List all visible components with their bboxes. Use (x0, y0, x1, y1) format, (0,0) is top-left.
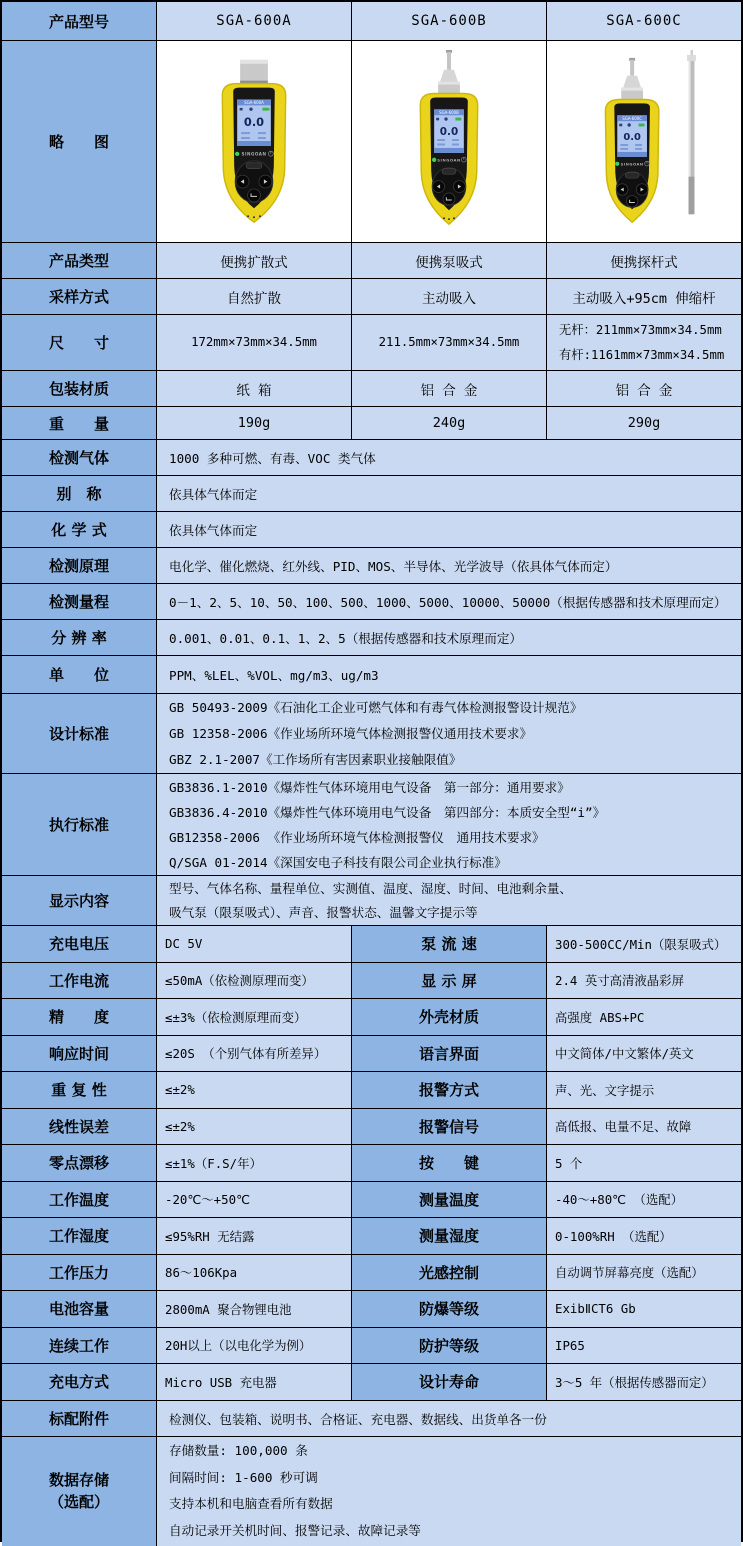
cell-text: 光感控制 (418, 1263, 479, 1282)
row-label (2, 876, 156, 925)
table-row-packaging (2, 370, 741, 406)
cell-text: 别 称 (56, 485, 102, 503)
row-label (2, 41, 156, 242)
cell-value (546, 407, 741, 439)
status-led (432, 157, 436, 161)
cell-value (156, 243, 351, 278)
cell-text: 依具体气体而定 (169, 487, 258, 502)
row-label (351, 1109, 546, 1145)
cell-text: 测量湿度 (418, 1227, 479, 1246)
cell-text: ≤95%RH 无结露 (165, 1228, 255, 1244)
cell-value (156, 407, 351, 439)
cell-value (156, 440, 741, 475)
cell-text: 铝 合 金 (615, 382, 673, 399)
cell-text: 2800mA 聚合物锂电池 (165, 1301, 292, 1317)
cell-text: 无杆：211mm×73mm×34.5mm (559, 322, 722, 337)
table-row-display-content (2, 875, 741, 925)
row-label (351, 1145, 546, 1181)
cell-text: （选配） (48, 1493, 109, 1511)
table-row-spec (2, 1035, 741, 1072)
table-row-spec (2, 1071, 741, 1108)
brand-text: SINGOAN (620, 161, 644, 166)
cell-text: 尺 寸 (48, 334, 109, 352)
cell-value (156, 1145, 351, 1181)
cell-value (546, 1218, 741, 1254)
cell-text: 铝 合 金 (420, 382, 478, 399)
enter-button (248, 189, 261, 202)
cell-value (156, 1255, 351, 1291)
cell-text: 分 辨 率 (51, 629, 107, 647)
button-cluster (235, 160, 273, 202)
row-label (351, 1218, 546, 1254)
cell-text: 211.5mm×73mm×34.5mm (378, 335, 520, 349)
cell-text: 设计标准 (48, 725, 109, 743)
button-cluster (616, 171, 648, 207)
cell-text: 纸 箱 (236, 382, 272, 399)
row-label (2, 548, 156, 583)
cell-text: 响应时间 (48, 1044, 109, 1063)
table-row-detect-gas (2, 439, 741, 475)
cell-text: ≤±1%（F.S/年） (165, 1155, 262, 1171)
gas-detector-diffusion-image (179, 48, 329, 236)
cell-text: 产品型号 (48, 12, 109, 31)
cell-text: 显 示 屏 (421, 971, 477, 990)
cell-text: 泵 流 速 (421, 935, 477, 954)
cell-value (351, 407, 546, 439)
model-name-c (546, 2, 741, 40)
cell-value (546, 1364, 741, 1400)
battery-icon (639, 123, 645, 126)
cell-value (156, 999, 351, 1035)
cell-value (156, 963, 351, 999)
cell-text: 充电方式 (48, 1373, 109, 1392)
table-row-principle (2, 547, 741, 583)
table-row-resolution (2, 619, 741, 655)
row-label (2, 926, 156, 962)
cell-text: 依具体气体而定 (169, 523, 258, 538)
cell-text: 包装材质 (48, 380, 109, 398)
cell-value (546, 1036, 741, 1072)
cell-value (156, 620, 741, 655)
cell-value (156, 656, 741, 693)
table-row-model (2, 2, 741, 40)
screen-reading: 0.0 (623, 131, 641, 143)
cell-value (546, 963, 741, 999)
cell-text: 零点漂移 (48, 1154, 109, 1173)
cell-value (156, 1182, 351, 1218)
table-row-spec (2, 962, 741, 999)
row-label (2, 243, 156, 278)
cell-text: 防爆等级 (418, 1300, 479, 1319)
row-label (2, 999, 156, 1035)
menu-button (625, 172, 639, 177)
brand-text: SINGOAN (241, 150, 267, 156)
cell-text: IP65 (555, 1337, 585, 1353)
cell-text: GB3836.4-2010《爆炸性气体环境用电气设备 第四部分：本质安全型“i”》 (169, 804, 606, 820)
cell-text: 便携泵吸式 (415, 254, 483, 271)
cell-text: 型号、气体名称、量程单位、实测值、温度、湿度、时间、电池剩余量、 (169, 880, 572, 896)
cell-text: ≤±2% (165, 1118, 195, 1134)
cell-value (156, 1437, 741, 1546)
cell-text: 间隔时间: 1-600 秒可调 (169, 1469, 318, 1485)
cell-text: 充电电压 (48, 935, 109, 954)
model-name-a (156, 2, 351, 40)
cell-text: 20H以上（以电化学为例） (165, 1338, 312, 1354)
cell-text: 存储数量: 100,000 条 (169, 1443, 308, 1458)
cell-text: 中文简体/中文繁体/英文 (555, 1046, 694, 1062)
cell-text: 单 位 (48, 666, 109, 684)
cell-text: 检测气体 (48, 449, 109, 467)
cell-value (546, 1145, 741, 1181)
cell-value (156, 1401, 741, 1436)
cell-text: ≤50mA（依检测原理而变） (165, 973, 314, 989)
cell-text: 电化学、催化燃烧、红外线、PID、MOS、半导体、光学波导（依具体气体而定） (169, 559, 618, 574)
cell-text: Micro USB 充电器 (165, 1374, 277, 1390)
cell-value (351, 243, 546, 278)
row-label (2, 1072, 156, 1108)
device-image-c (546, 41, 741, 242)
row-label (2, 1145, 156, 1181)
table-row-spec (2, 1181, 741, 1218)
cell-text: 0－1、2、5、10、50、100、500、1000、5000、10000、50000（根据传感器和技术原理而定） (169, 595, 727, 610)
cell-text: SGA-600B (411, 13, 487, 29)
cell-text: 电池容量 (48, 1300, 109, 1319)
table-row-sketch (2, 40, 741, 242)
cell-text: 重 量 (48, 414, 109, 433)
cell-text: 190g (237, 415, 271, 431)
table-row-spec (2, 1217, 741, 1254)
cell-value (156, 926, 351, 962)
cell-value (546, 1072, 741, 1108)
cell-text: 检测仪、包装箱、说明书、合格证、充电器、数据线、出货单各一份 (169, 1411, 547, 1427)
cell-text: 线性误差 (48, 1117, 109, 1136)
cell-text: 重 复 性 (51, 1081, 107, 1100)
cell-value (156, 371, 351, 406)
enter-button (443, 192, 455, 204)
row-label (2, 1437, 156, 1546)
cell-value (156, 1328, 351, 1364)
table-row-spec (2, 1254, 741, 1291)
cell-value (546, 1182, 741, 1218)
row-label (351, 1364, 546, 1400)
row-label (2, 1328, 156, 1364)
cell-value (156, 548, 741, 583)
cell-text: GB3836.1-2010《爆炸性气体环境用电气设备 第一部分：通用要求》 (169, 779, 570, 795)
screen-title: SGA-600B (439, 109, 459, 115)
cell-text: 标配附件 (48, 1409, 109, 1428)
lcd-screen (617, 115, 647, 157)
cell-text: -20℃～+50℃ (165, 1192, 250, 1208)
model-name-b (351, 2, 546, 40)
row-label (2, 1401, 156, 1436)
cell-value (156, 876, 741, 925)
cell-text: 高强度 ABS+PC (555, 1009, 645, 1025)
row-label (351, 1291, 546, 1327)
cell-value (546, 279, 741, 314)
cell-text: 0.001、0.01、0.1、1、2、5（根据传感器和技术原理而定） (169, 631, 523, 646)
enter-button (626, 195, 637, 206)
screen-title: SGA-600C (622, 115, 643, 121)
cell-text: PPM、%LEL、%VOL、mg/m3、ug/m3 (169, 668, 379, 683)
cell-text: 5 个 (555, 1155, 583, 1171)
cell-text: 外壳材质 (418, 1008, 479, 1027)
row-label (2, 1036, 156, 1072)
cell-text: 按 键 (418, 1154, 479, 1173)
row-label (2, 1218, 156, 1254)
cell-text: 2.4 英寸高清液晶彩屏 (555, 973, 684, 989)
table-row-spec (2, 1144, 741, 1181)
cell-text: 连续工作 (48, 1336, 109, 1355)
row-label (351, 999, 546, 1035)
row-label (2, 1364, 156, 1400)
cell-text: 语言界面 (418, 1044, 479, 1063)
cell-value (156, 694, 741, 773)
cell-text: ≤±3%（依检测原理而变） (165, 1009, 307, 1025)
row-label (351, 1255, 546, 1291)
table-row-spec (2, 925, 741, 962)
table-row-spec (2, 1290, 741, 1327)
cell-value (546, 1328, 741, 1364)
cell-text: 高低报、电量不足、故障 (555, 1119, 692, 1135)
cell-text: 240g (432, 415, 466, 431)
cell-text: 3～5 年（根据传感器而定） (555, 1374, 714, 1390)
cell-text: DC 5V (165, 936, 203, 952)
row-label (2, 1255, 156, 1291)
row-label (2, 1291, 156, 1327)
cell-text: 测量温度 (418, 1190, 479, 1209)
cell-text: 便携扩散式 (220, 254, 288, 271)
cell-value (546, 1109, 741, 1145)
row-label (2, 440, 156, 475)
cell-text: GB12358-2006 《作业场所环境气体检测报警仪 通用技术要求》 (169, 829, 545, 845)
cell-value (156, 584, 741, 619)
cell-value (156, 476, 741, 511)
row-label (2, 774, 156, 875)
cell-text: 0-100%RH （选配） (555, 1228, 672, 1244)
table-row-data-storage (2, 1436, 741, 1546)
cell-value (546, 999, 741, 1035)
button-cluster (432, 167, 466, 205)
table-row-spec (2, 1108, 741, 1145)
lcd-screen (237, 99, 271, 146)
cell-text: 自动调节屏幕亮度（选配） (555, 1265, 704, 1281)
cell-text: 设计寿命 (418, 1373, 479, 1392)
lcd-screen (434, 109, 464, 153)
cell-text: 声、光、文字提示 (555, 1082, 655, 1098)
cell-value (156, 315, 351, 370)
cell-text: 工作湿度 (48, 1227, 109, 1246)
cell-text: 自动记录开关机时间、报警记录、故障记录等 (169, 1522, 421, 1538)
speaker-icon (619, 123, 622, 126)
fan-icon (444, 117, 447, 120)
table-row-spec (2, 1327, 741, 1364)
cell-value (546, 1291, 741, 1327)
table-row-units (2, 655, 741, 693)
cell-text: GB 12358-2006《作业场所环境气体检测报警仪通用技术要求》 (169, 725, 533, 741)
table-row-weight (2, 406, 741, 439)
screen-reading: 0.0 (439, 125, 459, 138)
status-led (615, 161, 619, 165)
brand-text: SINGOAN (437, 156, 461, 162)
screen-title: SGA-600A (244, 99, 264, 105)
table-row-design-standards (2, 693, 741, 773)
cell-value (546, 1255, 741, 1291)
cell-text: 86～106Kpa (165, 1265, 238, 1281)
cell-text: 1000 多种可燃、有毒、VOC 类气体 (169, 451, 376, 466)
row-label (2, 2, 156, 40)
cell-text: 防护等级 (418, 1336, 479, 1355)
row-label (351, 926, 546, 962)
cell-value (351, 279, 546, 314)
cell-text: GB 50493-2009《石油化工企业可燃气体和有毒气体检测报警设计规范》 (169, 699, 583, 715)
cell-text: 检测量程 (48, 593, 109, 611)
cell-value (546, 315, 741, 370)
row-label (2, 1109, 156, 1145)
table-row-dimensions (2, 314, 741, 370)
menu-button (442, 168, 456, 173)
cell-text: ≤20S （个别气体有所差异） (165, 1046, 327, 1062)
device-image-b (351, 41, 546, 242)
table-row-accessories (2, 1400, 741, 1436)
table-row-alias (2, 475, 741, 511)
screen-reading: 0.0 (243, 114, 265, 129)
cell-value (156, 1364, 351, 1400)
cell-text: -40～+80℃ （选配） (555, 1192, 684, 1208)
cell-value (351, 371, 546, 406)
cell-text: 有杆:1161mm×73mm×34.5mm (559, 347, 725, 362)
cell-value (156, 1291, 351, 1327)
cell-text: 便携探杆式 (610, 254, 678, 271)
cell-text: GBZ 2.1-2007《工作场所有害因素职业接触限值》 (169, 751, 462, 767)
gas-detector-probe-rod-image (569, 48, 719, 236)
cell-value (351, 315, 546, 370)
row-label (2, 512, 156, 547)
cell-text: SGA-600A (216, 13, 292, 29)
table-row-spec (2, 998, 741, 1035)
cell-text: 工作电流 (48, 971, 109, 990)
row-label (351, 1072, 546, 1108)
cell-value (546, 371, 741, 406)
cell-value (546, 243, 741, 278)
table-row-spec (2, 1363, 741, 1400)
row-label (351, 963, 546, 999)
cell-value (156, 1218, 351, 1254)
menu-button (246, 162, 262, 168)
cell-value (546, 926, 741, 962)
cell-text: 显示内容 (48, 892, 109, 910)
row-label (2, 694, 156, 773)
battery-icon (455, 117, 461, 120)
cell-text: 300-500CC/Min（限泵吸式） (555, 936, 727, 952)
row-label (2, 1182, 156, 1218)
cell-text: 290g (627, 415, 661, 431)
row-label (351, 1036, 546, 1072)
row-label (2, 963, 156, 999)
cell-text: ExibⅡCT6 Gb (555, 1301, 636, 1317)
cell-value (156, 1036, 351, 1072)
table-row-sampling (2, 278, 741, 314)
battery-icon (262, 107, 268, 110)
row-label (2, 407, 156, 439)
table-row-exec-standards (2, 773, 741, 875)
cell-value (156, 774, 741, 875)
row-label (2, 656, 156, 693)
row-label (2, 620, 156, 655)
cell-value (156, 1109, 351, 1145)
cell-text: 产品类型 (48, 252, 109, 270)
table-row-formula (2, 511, 741, 547)
cell-text: 执行标准 (48, 816, 109, 834)
cell-text: 采样方式 (48, 288, 109, 306)
cell-text: 精 度 (48, 1008, 109, 1027)
row-label (351, 1182, 546, 1218)
pump-probe (621, 57, 643, 99)
row-label (2, 279, 156, 314)
row-label (2, 315, 156, 370)
cell-value (156, 1072, 351, 1108)
cell-text: 自然扩散 (227, 290, 281, 307)
cell-text: 工作压力 (48, 1263, 109, 1282)
sensor-cap (240, 59, 268, 83)
device-image-a (156, 41, 351, 242)
cell-text: 吸气泵（限泵吸式）、声音、报警状态、温馨文字提示等 (169, 904, 478, 920)
row-label (351, 1328, 546, 1364)
cell-text: 工作温度 (48, 1190, 109, 1209)
status-led (235, 151, 239, 155)
cell-text: 支持本机和电脑查看所有数据 (169, 1496, 333, 1511)
speaker-icon (240, 107, 243, 110)
speaker-icon (436, 117, 439, 120)
row-label (2, 584, 156, 619)
cell-text: 略 图 (48, 133, 109, 151)
cell-text: 主动吸入 (422, 290, 476, 307)
row-label (2, 476, 156, 511)
fan-icon (249, 107, 252, 110)
pump-probe (438, 49, 460, 93)
cell-text: 172mm×73mm×34.5mm (191, 335, 317, 349)
cell-text: 检测原理 (48, 557, 109, 575)
cell-text: 数据存储 (48, 1471, 109, 1489)
fan-icon (627, 123, 630, 126)
row-label (2, 371, 156, 406)
cell-text: 报警信号 (418, 1117, 479, 1136)
cell-text: SGA-600C (606, 13, 682, 29)
cell-text: Q/SGA 01-2014《深国安电子科技有限公司企业执行标准》 (169, 854, 507, 870)
cell-text: 报警方式 (418, 1081, 479, 1100)
cell-text: 化 学 式 (51, 521, 107, 539)
telescopic-rod (687, 49, 696, 213)
cell-text: ≤±2% (165, 1082, 195, 1098)
cell-value (156, 279, 351, 314)
gas-detector-pump-image (374, 48, 524, 236)
table-row-product-type (2, 242, 741, 278)
cell-text: 主动吸入+95cm 伸缩杆 (572, 290, 716, 307)
table-row-range (2, 583, 741, 619)
cell-value (156, 512, 741, 547)
